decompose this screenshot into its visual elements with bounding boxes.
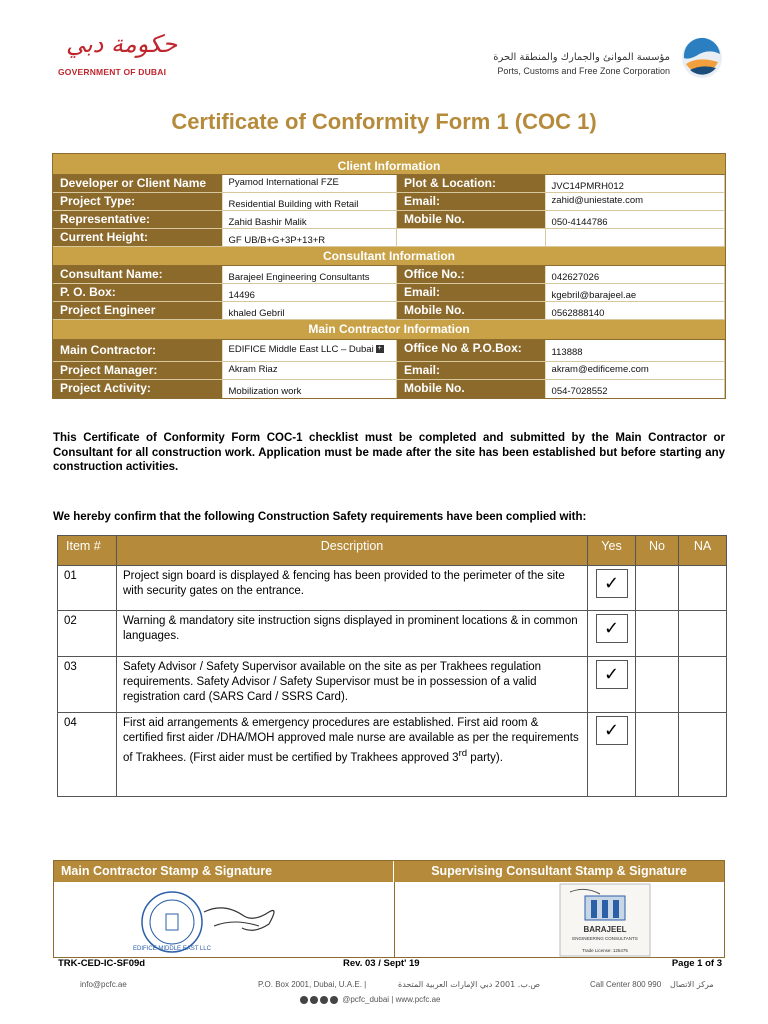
contractor-stamp-text: EDIFICE MIDDLE EAST LLC [133, 946, 211, 952]
contractor-name-value: EDIFICE Middle East LLC – Dubai [228, 344, 374, 355]
consultant-stamp-license: Trade License: 125475 [582, 948, 628, 953]
gov-dubai-logo: حكومة دبي [66, 30, 178, 58]
engineer-value: khaled Gebril [223, 302, 397, 319]
project-type-value: Residential Building with Retail [223, 193, 397, 210]
client-email-value: zahid@uniestate.com [546, 193, 725, 210]
consultant-name-label: Consultant Name: [53, 266, 223, 283]
contractor-email-value: akram@edificeme.com [546, 362, 725, 379]
activity-label: Project Activity: [53, 380, 223, 398]
yes-checkbox[interactable]: ✓ [596, 660, 628, 689]
twitter-icon[interactable] [310, 996, 318, 1004]
consultant-stamp-sub: ENGINEERING CONSULTANTS [572, 936, 638, 941]
footer-call-center: Call Center 800 990 [590, 980, 662, 989]
client-email-label: Email: [397, 193, 546, 210]
consultant-email-label: Email: [397, 284, 546, 301]
consultant-stamp-label: Supervising Consultant Stamp & Signature [394, 861, 724, 882]
item-number: 03 [58, 657, 117, 713]
no-cell [636, 713, 679, 797]
plot-label: Plot & Location: [397, 175, 546, 192]
info-row [53, 340, 725, 362]
consultant-section-header: Consultant Information [53, 247, 725, 266]
representative-label: Representative: [53, 211, 223, 228]
pcfc-arabic-name: مؤسسة الموانئ والجمارك والمنطقة الحرة [493, 52, 670, 63]
page-number: Page 1 of 3 [671, 958, 722, 969]
form-revision: Rev. 03 / Sept' 19 [343, 958, 420, 969]
page-title: Certificate of Conformity Form 1 (COC 1) [171, 109, 597, 134]
na-cell [679, 713, 727, 797]
form-code: TRK-CED-IC-SF09d [58, 958, 146, 969]
pobox-value: 14496 [223, 284, 397, 301]
info-row [53, 211, 725, 229]
consultant-email-value: kgebril@barajeel.ae [546, 284, 725, 301]
na-cell [679, 566, 727, 611]
col-no: No [636, 536, 679, 566]
pobox-label: P. O. Box: [53, 284, 223, 301]
consultant-mobile-value: 0562888140 [546, 302, 725, 319]
info-table [52, 153, 726, 399]
consultant-office-value: 042627026 [546, 266, 725, 283]
contractor-email-label: Email: [397, 362, 546, 379]
no-cell [636, 611, 679, 657]
item-description-text: First aid arrangements & emergency procedures are established. First aid room & certified first aider /DHA/MOH approved male nurse are available as per the requirements of Trakhees. (First aider must be certified by Trakhees approved 3 [123, 717, 579, 764]
table-row [58, 657, 727, 713]
signature-table [53, 860, 725, 958]
contractor-name-label: Main Contractor: [53, 340, 223, 361]
info-row [53, 229, 725, 247]
contractor-stamp-area[interactable] [54, 882, 395, 958]
consultant-name-value: Barajeel Engineering Consultants [223, 266, 397, 283]
na-cell [679, 611, 727, 657]
item-description [117, 713, 588, 797]
table-row [58, 713, 727, 797]
item-description-end: party). [467, 751, 503, 764]
item-description: Project sign board is displayed & fencing has been provided to the perimeter of the site with security gates on the entrance. [117, 566, 588, 611]
yes-checkbox[interactable]: ✓ [596, 614, 628, 643]
col-description: Description [117, 536, 588, 566]
table-row [58, 566, 727, 611]
info-row [53, 362, 725, 380]
item-description: Warning & mandatory site instruction signs displayed in prominent locations & in common languages. [117, 611, 588, 657]
footer-call-center-ar: مركز الاتصال [670, 980, 714, 989]
confirm-text: We hereby confirm that the following Construction Safety requirements have been complied with: [53, 511, 587, 523]
table-row [58, 611, 727, 657]
linkedin-icon[interactable] [330, 996, 338, 1004]
contractor-office-value: 113888 [546, 340, 725, 361]
engineer-label: Project Engineer [53, 302, 223, 319]
representative-value: Zahid Bashir Malik [223, 211, 397, 228]
info-row [53, 193, 725, 211]
contractor-stamp-icon [54, 882, 395, 958]
yes-checkbox[interactable]: ✓ [596, 569, 628, 598]
info-row [53, 380, 725, 398]
item-number: 04 [58, 713, 117, 797]
contractor-section-header: Main Contractor Information [53, 320, 725, 340]
developer-label: Developer or Client Name [53, 175, 223, 192]
pcfc-logo-icon [678, 34, 726, 82]
info-row [53, 266, 725, 284]
no-cell [636, 566, 679, 611]
no-cell [636, 657, 679, 713]
info-row [53, 175, 725, 193]
contractor-office-label: Office No & P.O.Box: [397, 340, 546, 361]
footer-email[interactable]: info@pcfc.ae [80, 980, 127, 989]
item-description: Safety Advisor / Safety Supervisor available on the site as per Trakhees regulation requirements. Safety Advisor / Safety Supervisor must be in possession of a valid registration card (SARS Card / SSRS Card). [117, 657, 588, 713]
expand-icon[interactable]: + [377, 345, 382, 353]
yes-checkbox[interactable]: ✓ [596, 716, 628, 745]
na-cell [679, 657, 727, 713]
item-number: 02 [58, 611, 117, 657]
instructions-text: This Certificate of Conformity Form COC-1 checklist must be completed and submitted by the Main Contractor or Consultant for all construction work. Application must be made after the site has been established but before starting any construction activities. [53, 432, 725, 473]
contractor-name-cell [223, 340, 397, 361]
plot-value: JVC14PMRH012 [546, 175, 725, 192]
consultant-stamp-area[interactable] [395, 882, 726, 958]
checklist-table [57, 535, 727, 797]
consultant-stamp-text: BARAJEEL [583, 925, 627, 934]
height-label: Current Height: [53, 229, 223, 246]
manager-label: Project Manager: [53, 362, 223, 379]
consultant-stamp-icon [395, 882, 726, 958]
contractor-stamp-label: Main Contractor Stamp & Signature [54, 861, 394, 882]
activity-value: Mobilization work [223, 380, 397, 398]
social-links [300, 995, 440, 1004]
developer-value: Pyamod International FZE [223, 175, 397, 192]
gov-dubai-label: GOVERNMENT OF DUBAI [58, 67, 167, 77]
contractor-mobile-value: 054-7028552 [546, 380, 725, 398]
client-section-header: Client Information [53, 154, 725, 175]
col-item: Item # [58, 536, 117, 566]
info-row [53, 284, 725, 302]
footer-address: P.O. Box 2001, Dubai, U.A.E. | [258, 980, 367, 989]
info-row [53, 302, 725, 320]
superscript: rd [458, 748, 468, 759]
col-na: NA [679, 536, 727, 566]
footer-address-ar: ص.ب. 2001 دبي الإمارات العربية المتحدة [398, 980, 541, 989]
social-handle[interactable]: @pcfc_dubai | www.pcfc.ae [342, 995, 441, 1004]
client-mobile-value: 050-4144786 [546, 211, 725, 228]
consultant-office-label: Office No.: [397, 266, 546, 283]
consultant-mobile-label: Mobile No. [397, 302, 546, 319]
pcfc-english-name: Ports, Customs and Free Zone Corporation [497, 66, 670, 76]
facebook-icon[interactable] [320, 996, 328, 1004]
col-yes: Yes [588, 536, 636, 566]
client-mobile-label: Mobile No. [397, 211, 546, 228]
item-number: 01 [58, 566, 117, 611]
contractor-mobile-label: Mobile No. [397, 380, 546, 398]
height-value: GF UB/B+G+3P+13+R [223, 229, 397, 246]
instagram-icon[interactable] [300, 996, 308, 1004]
manager-value: Akram Riaz [223, 362, 397, 379]
project-type-label: Project Type: [53, 193, 223, 210]
